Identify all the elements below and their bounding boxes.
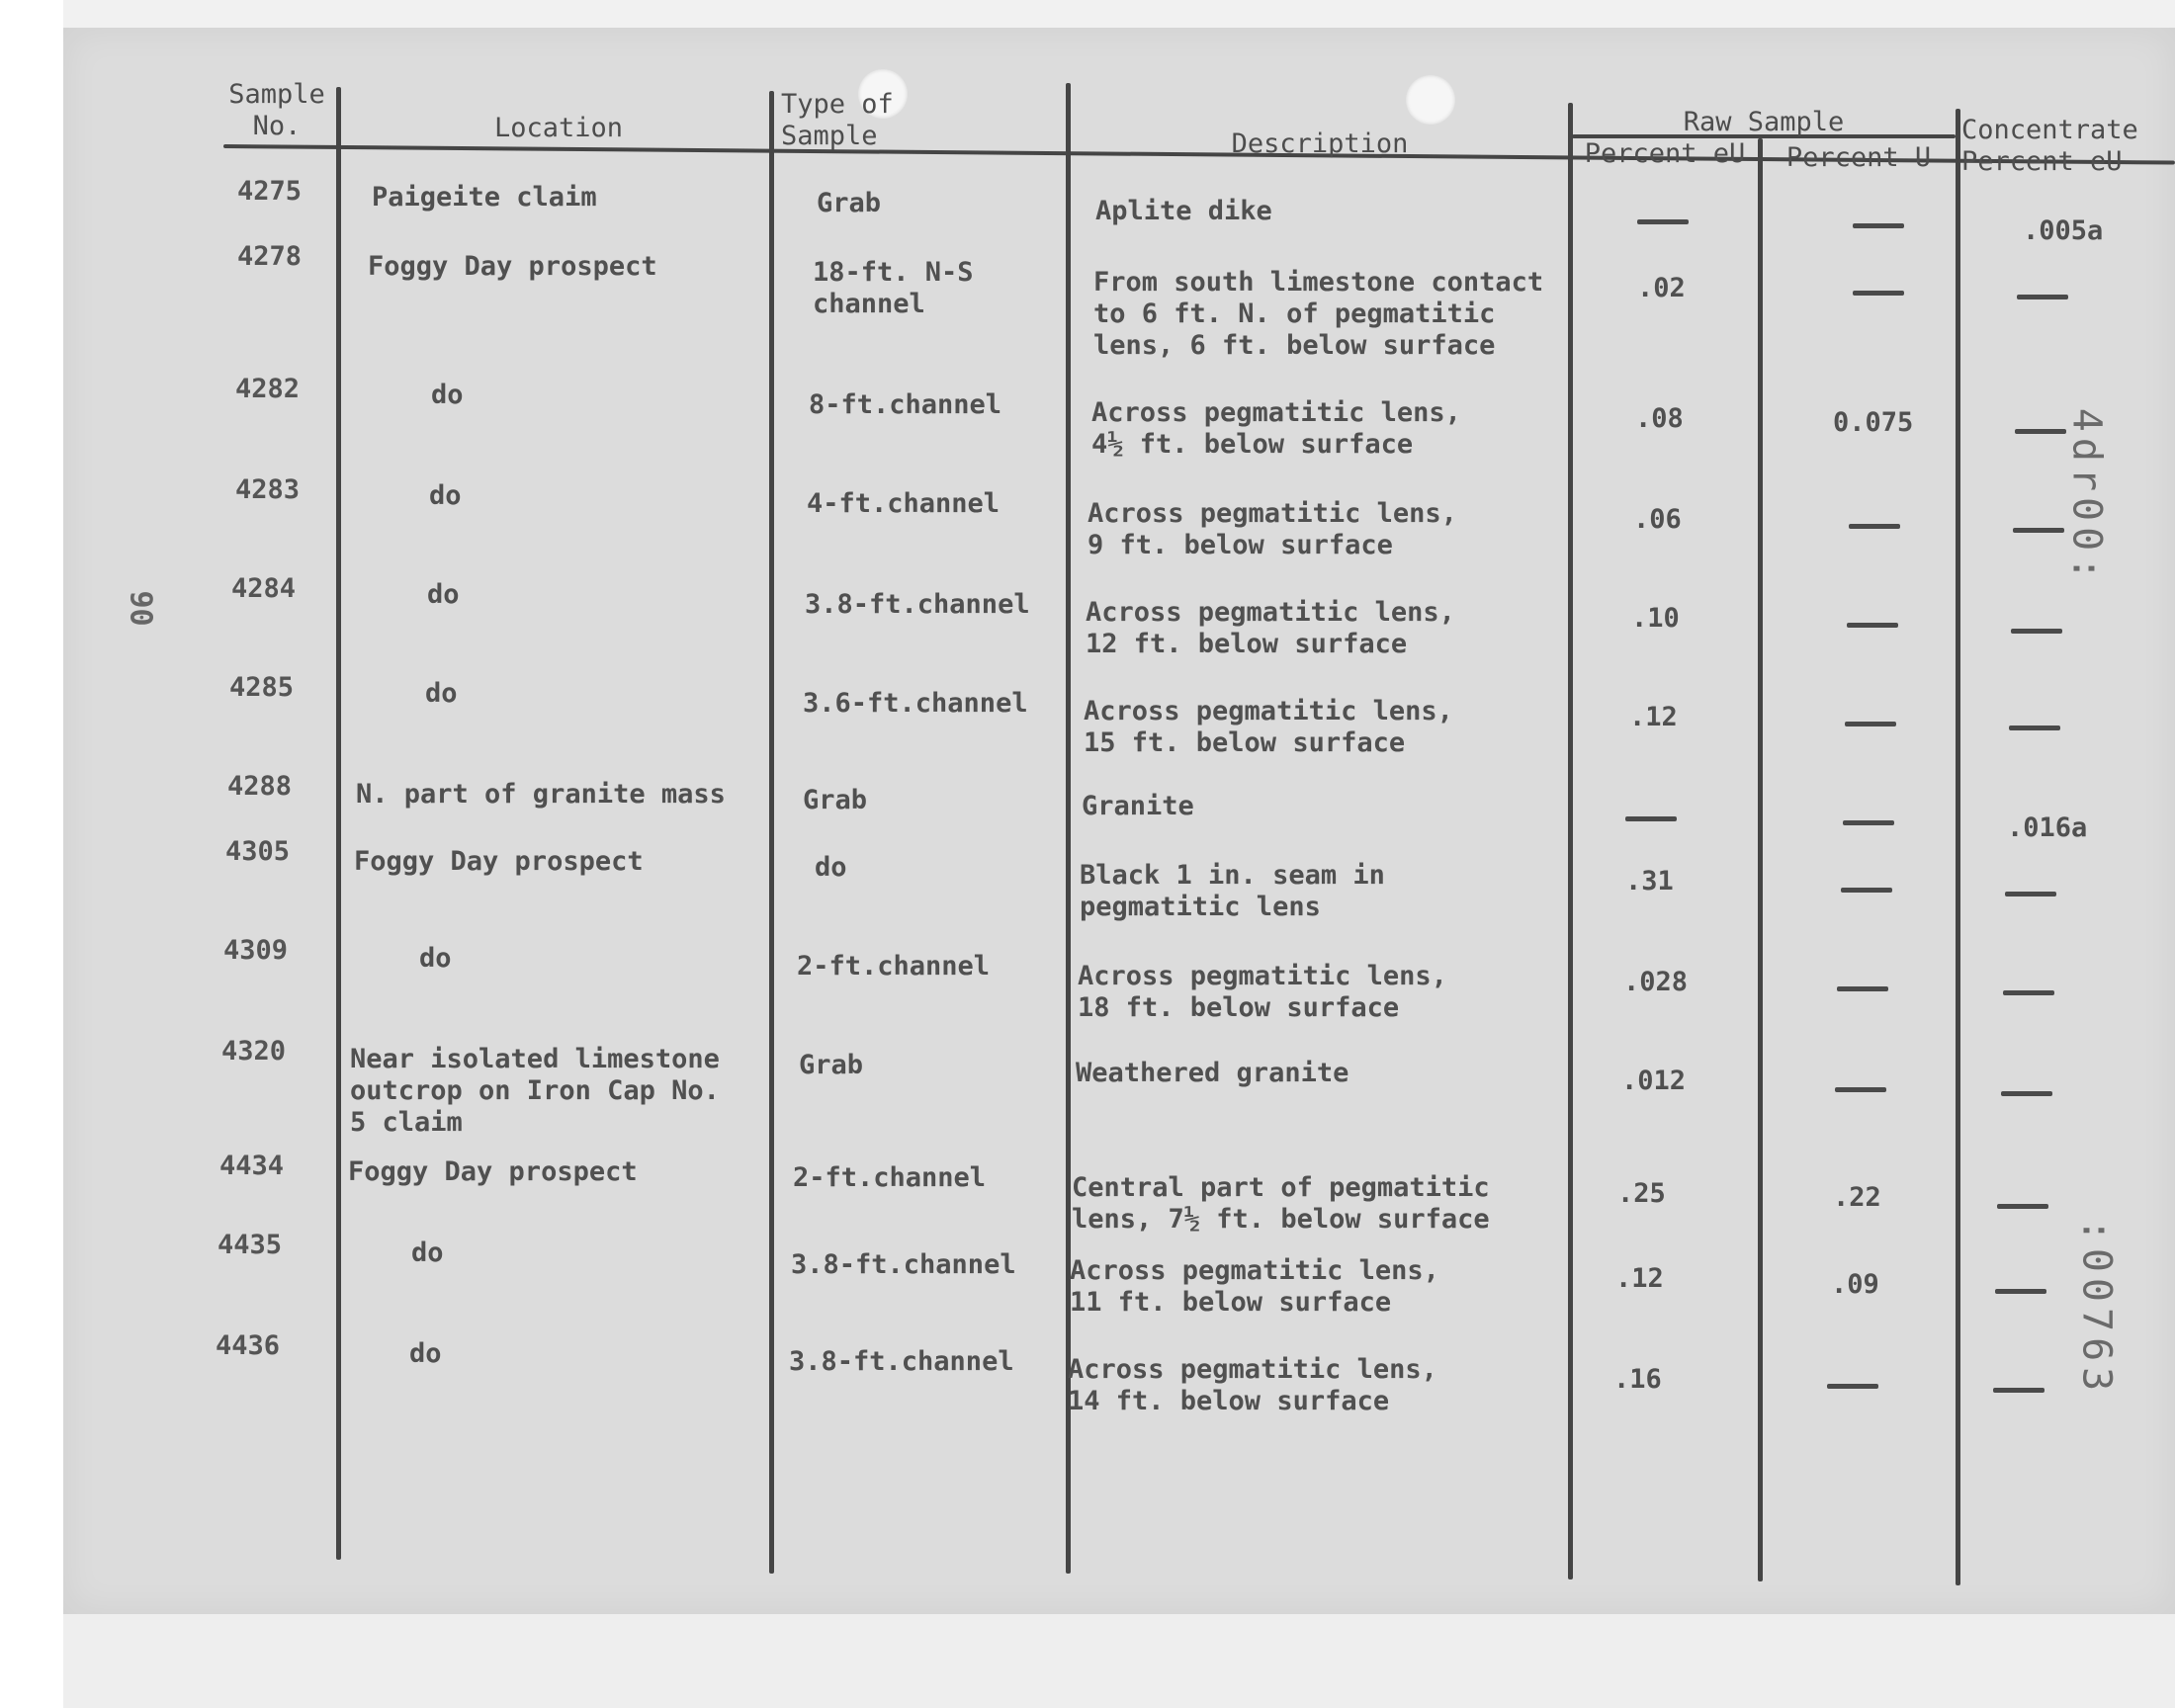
empty-dash xyxy=(1845,722,1896,726)
type-cell: Grab xyxy=(817,188,882,218)
percent-eu-value: .25 xyxy=(1617,1178,1666,1209)
location-cell: Foggy Day prospect xyxy=(368,251,657,282)
location-cell: Foggy Day prospect xyxy=(354,846,644,877)
empty-dash xyxy=(1995,1289,2046,1294)
description-cell: Granite xyxy=(1082,791,1194,821)
sample-number: 4320 xyxy=(221,1036,287,1067)
percent-u-value: .09 xyxy=(1831,1269,1879,1300)
empty-dash xyxy=(1847,623,1898,628)
empty-dash xyxy=(2003,990,2054,995)
location-cell: do xyxy=(419,943,452,974)
empty-dash xyxy=(2009,726,2060,730)
type-cell: 3.8-ft.channel xyxy=(791,1249,1016,1280)
description-cell: Across pegmatitic lens, 4½ ft. below surface xyxy=(1091,397,1461,460)
empty-dash xyxy=(1853,223,1904,228)
header-percent-u: Percent U xyxy=(1785,142,1932,173)
stamp-top: 4dr00: xyxy=(2063,407,2110,587)
sample-number: 4283 xyxy=(235,474,301,505)
empty-dash xyxy=(1835,1087,1886,1092)
empty-dash xyxy=(2017,295,2068,299)
type-cell: 2-ft.channel xyxy=(793,1162,987,1193)
location-cell: do xyxy=(425,678,458,709)
concentrate-value: .016a xyxy=(2007,812,2088,843)
type-cell: Grab xyxy=(799,1050,864,1080)
location-cell: do xyxy=(431,380,464,410)
description-cell: Weathered granite xyxy=(1076,1058,1349,1088)
description-cell: Across pegmatitic lens, 9 ft. below surface xyxy=(1088,498,1457,560)
description-cell: Across pegmatitic lens, 12 ft. below surface xyxy=(1086,597,1455,659)
type-cell: Grab xyxy=(803,785,868,815)
location-cell: do xyxy=(427,579,460,610)
empty-dash xyxy=(2011,629,2062,634)
percent-eu-value: .12 xyxy=(1615,1263,1664,1294)
empty-dash xyxy=(1997,1204,2048,1209)
empty-dash xyxy=(2001,1091,2052,1096)
empty-dash xyxy=(2015,429,2066,434)
column-rule xyxy=(769,91,774,1574)
percent-eu-value: .10 xyxy=(1631,603,1680,634)
empty-dash xyxy=(2013,528,2064,533)
location-cell: do xyxy=(409,1338,442,1369)
location-cell: do xyxy=(429,480,462,511)
sample-number: 4434 xyxy=(219,1151,285,1181)
column-rule xyxy=(336,87,341,1560)
header-percent-eu: Percent eU xyxy=(1584,138,1746,169)
column-rule xyxy=(1956,109,1960,1585)
location-cell: Near isolated limestone outcrop on Iron Cap No. 5 claim xyxy=(350,1044,720,1138)
type-cell: do xyxy=(815,852,847,883)
header-concentrate: Concentrate Percent eU xyxy=(1961,115,2138,177)
empty-dash xyxy=(2005,892,2056,897)
sample-number: 4275 xyxy=(237,176,303,207)
header-sample-no: Sample No. xyxy=(228,79,325,141)
description-cell: Black 1 in. seam in pegmatitic lens xyxy=(1080,860,1385,922)
empty-dash xyxy=(1853,291,1904,296)
description-cell: Across pegmatitic lens, 14 ft. below surface xyxy=(1068,1354,1437,1416)
sample-number: 4282 xyxy=(235,374,301,404)
sample-number: 4284 xyxy=(231,573,297,604)
column-rule xyxy=(1758,138,1763,1581)
percent-eu-value: .012 xyxy=(1621,1066,1687,1096)
sample-number: 4288 xyxy=(227,771,293,802)
type-cell: 18-ft. N-S channel xyxy=(813,257,974,319)
empty-dash xyxy=(1625,816,1677,821)
type-cell: 8-ft.channel xyxy=(809,389,1002,420)
empty-dash xyxy=(1841,888,1892,893)
percent-u-value: .22 xyxy=(1833,1182,1881,1213)
sample-number: 4435 xyxy=(218,1230,283,1260)
stamp-bottom: :00763 xyxy=(2073,1218,2120,1398)
description-cell: Aplite dike xyxy=(1095,196,1272,226)
header-raw-sample: Raw Sample xyxy=(1683,107,1845,137)
sample-number: 4305 xyxy=(225,836,291,867)
margin-page-number: 90 xyxy=(123,590,158,627)
description-cell: From south limestone contact to 6 ft. N. of pegmatitic lens, 6 ft. below surface xyxy=(1093,267,1544,361)
empty-dash xyxy=(1827,1384,1878,1389)
description-cell: Central part of pegmatitic lens, 7½ ft. below surface xyxy=(1072,1172,1490,1235)
percent-eu-value: .028 xyxy=(1623,967,1689,997)
punch-hole xyxy=(1406,75,1455,125)
header-type-of-sample: Type of Sample xyxy=(781,89,894,151)
sample-number: 4309 xyxy=(223,935,289,966)
location-cell: do xyxy=(411,1238,444,1268)
empty-dash xyxy=(1843,820,1894,825)
percent-eu-value: .08 xyxy=(1635,403,1684,434)
empty-dash xyxy=(1637,219,1689,224)
bottom-band xyxy=(63,1614,2175,1708)
sample-number: 4436 xyxy=(216,1330,281,1361)
header-description: Description xyxy=(1231,128,1409,159)
location-cell: Foggy Day prospect xyxy=(348,1156,638,1187)
type-cell: 3.8-ft.channel xyxy=(789,1346,1014,1377)
description-cell: Across pegmatitic lens, 18 ft. below surface xyxy=(1078,961,1447,1023)
percent-eu-value: .31 xyxy=(1625,866,1674,897)
percent-eu-value: .06 xyxy=(1633,504,1682,535)
sample-number: 4278 xyxy=(237,241,303,272)
type-cell: 3.6-ft.channel xyxy=(803,688,1028,719)
type-cell: 2-ft.channel xyxy=(797,951,991,982)
location-cell: Paigeite claim xyxy=(372,182,597,213)
percent-eu-value: .12 xyxy=(1629,702,1678,732)
description-cell: Across pegmatitic lens, 15 ft. below surface xyxy=(1084,696,1453,758)
concentrate-value: .005a xyxy=(2023,215,2104,246)
percent-eu-value: .02 xyxy=(1637,273,1686,303)
empty-dash xyxy=(1849,524,1900,529)
location-cell: N. part of granite mass xyxy=(356,779,726,810)
type-cell: 4-ft.channel xyxy=(807,488,1000,519)
description-cell: Across pegmatitic lens, 11 ft. below surface xyxy=(1070,1255,1439,1318)
empty-dash xyxy=(1993,1388,2044,1393)
type-cell: 3.8-ft.channel xyxy=(805,589,1030,620)
header-location: Location xyxy=(493,113,624,143)
column-rule xyxy=(1568,103,1573,1580)
percent-eu-value: .16 xyxy=(1613,1364,1662,1395)
empty-dash xyxy=(1837,986,1888,991)
left-margin-strip xyxy=(0,0,63,1708)
percent-u-value: 0.075 xyxy=(1833,407,1914,438)
sample-number: 4285 xyxy=(229,672,295,703)
column-rule xyxy=(1066,83,1071,1574)
